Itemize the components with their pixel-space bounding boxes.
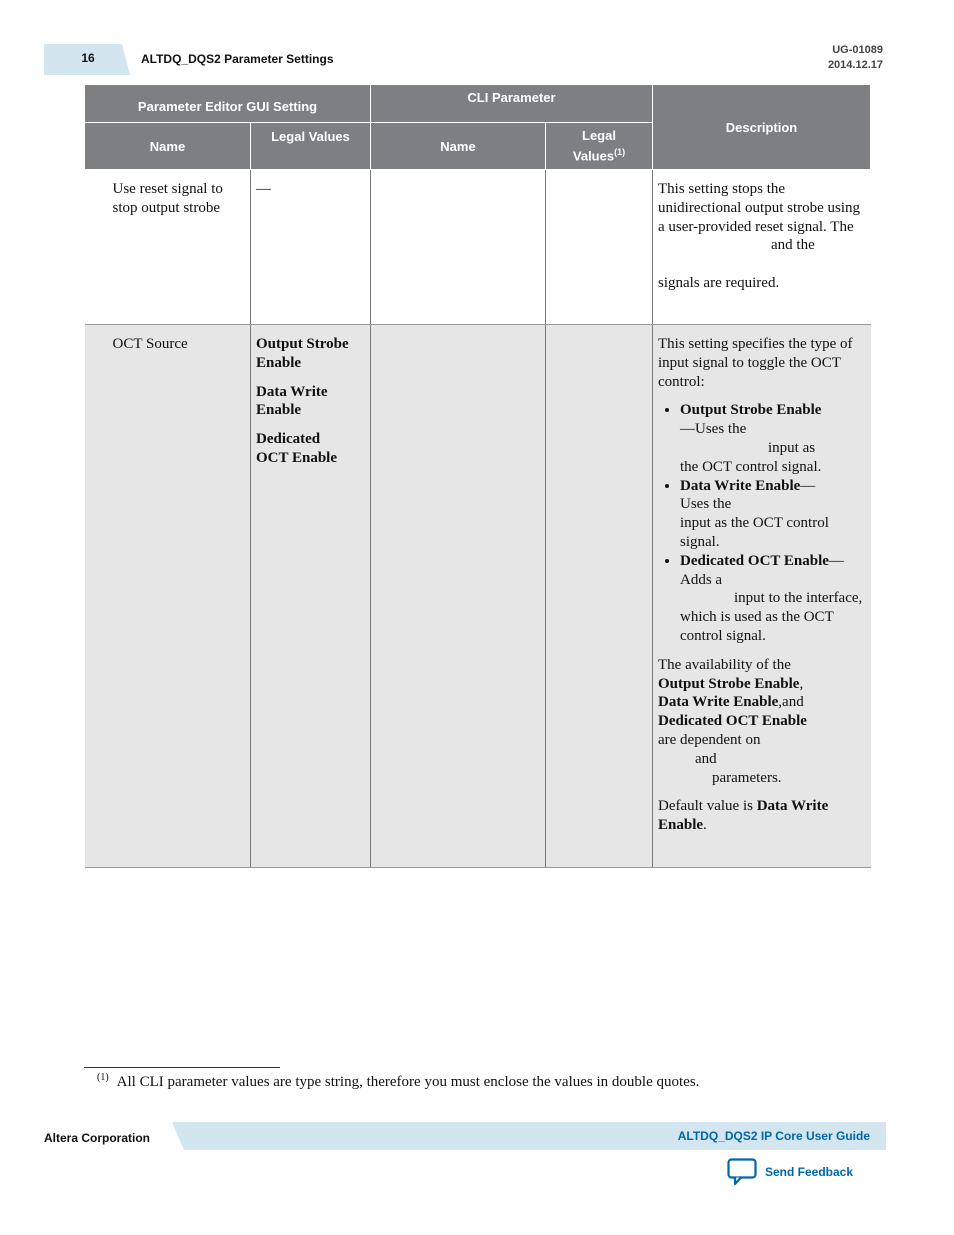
cli-name-cell [371, 170, 546, 325]
header-gui-legal-values: Legal Values [251, 123, 371, 170]
footnote-text: All CLI parameter values are type string, therefore you must enclose the values in double quotes. [116, 1074, 700, 1090]
header-cli-legal-values [546, 123, 653, 170]
legal-value-dedicated-oct: Dedicated OCT Enable [256, 431, 337, 466]
header-cli-legal-line2: Values [572, 148, 615, 164]
footnote-marker: (1) [97, 1072, 109, 1083]
feedback-bubble-icon [727, 1158, 757, 1186]
list-item: • Dedicated OCT Enable—Adds a input to the interface, which is used as the OCT control signal. [680, 552, 866, 646]
gui-name-line2: stop output strobe [112, 199, 220, 216]
parameter-table [84, 84, 871, 868]
cli-name-cell [371, 325, 546, 868]
gui-name-cell [85, 170, 251, 325]
table-row [85, 170, 871, 325]
header-gui-group: Parameter Editor GUI Setting [85, 85, 371, 123]
oct-source-list [658, 401, 866, 645]
doc-date: 2014.12.17 [827, 59, 883, 71]
desc-text: This setting stops the unidirectional output strobe using a user-provided reset signal. The [658, 181, 861, 235]
cli-legal-cell [546, 170, 653, 325]
desc-and: and the [771, 237, 815, 254]
table-row [85, 325, 871, 868]
desc-default: Default value is Data Write Enable. [658, 798, 829, 834]
cli-legal-cell [546, 325, 653, 868]
doc-number: UG-01089 [832, 44, 883, 56]
header-description: Description [653, 85, 871, 170]
guide-title-link[interactable]: ALTDQ_DQS2 IP Core User Guide [677, 1129, 870, 1143]
company-name: Altera Corporation [44, 1131, 151, 1145]
gui-legal-cell: — [251, 170, 371, 325]
section-title: ALTDQ_DQS2 Parameter Settings [141, 52, 334, 66]
footnote-ref: (1) [614, 147, 626, 158]
page-number: 16 [81, 51, 95, 65]
gui-name-cell: OCT Source [85, 325, 251, 868]
document-id [828, 43, 883, 73]
desc-availability: The availability of the Output Strobe Enable, Data Write Enable,and Dedicated OCT Enable are dependent on and parameters. [658, 656, 807, 786]
send-feedback-label: Send Feedback [765, 1165, 854, 1179]
description-cell [653, 325, 871, 868]
desc-end: signals are required. [658, 274, 780, 291]
gui-legal-cell [251, 325, 371, 868]
description-cell [653, 170, 871, 325]
header-cli-legal-line1: Legal [582, 128, 616, 144]
desc-intro: This setting specifies the type of input signal to toggle the OCT control: [658, 336, 853, 390]
header-cli-group: CLI Parameter [371, 85, 653, 123]
gui-name-line1: Use reset signal to [112, 181, 223, 197]
legal-value-output-strobe: Output Strobe Enable [256, 336, 349, 371]
list-item: • Output Strobe Enable —Uses the input as the OCT control signal. [680, 401, 866, 476]
header-cli-name: Name [371, 123, 546, 170]
footnote-divider [84, 1067, 280, 1068]
footnote [97, 1072, 699, 1091]
send-feedback-link[interactable] [727, 1158, 853, 1186]
list-item: • Data Write Enable— Uses the input as the OCT control signal. [680, 477, 866, 552]
legal-value-data-write: Data Write Enable [256, 383, 328, 419]
header-gui-name: Name [85, 123, 251, 170]
